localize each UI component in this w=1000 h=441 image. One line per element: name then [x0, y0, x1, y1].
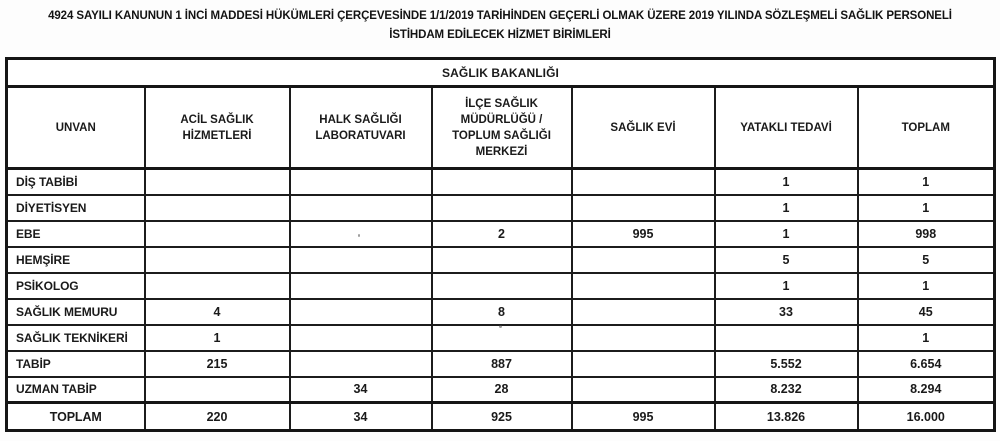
value-cell	[290, 325, 432, 351]
col-header-halk-sagligi: HALK SAĞLIĞI LABORATUVARI	[290, 87, 432, 169]
col-header-toplam: TOPLAM	[858, 87, 995, 169]
value-cell: 34	[290, 377, 432, 403]
col-header-ilce-saglik: İLÇE SAĞLIK MÜDÜRLÜĞÜ / TOPLUM SAĞLIĞI MERKEZİ	[432, 87, 572, 169]
value-cell	[432, 273, 572, 299]
scan-speck	[499, 325, 502, 328]
total-value-cell: 925	[432, 403, 572, 431]
value-cell: 1	[858, 273, 995, 299]
value-cell: 998	[858, 221, 995, 247]
value-cell	[290, 299, 432, 325]
value-cell: 1	[858, 195, 995, 221]
ministry-header-row	[7, 59, 995, 87]
value-cell	[290, 195, 432, 221]
row-label-cell: PSİKOLOG	[7, 273, 145, 299]
ministry-header-cell: SAĞLIK BAKANLIĞI	[7, 59, 995, 87]
value-cell: 2	[432, 221, 572, 247]
total-value-cell: 34	[290, 403, 432, 431]
value-cell	[432, 325, 572, 351]
value-cell	[145, 195, 290, 221]
value-cell	[145, 247, 290, 273]
scan-speck	[358, 234, 360, 237]
value-cell	[290, 351, 432, 377]
value-cell	[432, 169, 572, 195]
table-row	[7, 377, 995, 403]
value-cell	[572, 299, 715, 325]
value-cell	[432, 195, 572, 221]
value-cell: 1	[715, 169, 858, 195]
value-cell	[572, 377, 715, 403]
value-cell: 8.232	[715, 377, 858, 403]
personnel-table	[5, 57, 996, 432]
row-label-cell: UZMAN TABİP	[7, 377, 145, 403]
value-cell: 8.294	[858, 377, 995, 403]
row-label-cell: HEMŞİRE	[7, 247, 145, 273]
value-cell: 5	[858, 247, 995, 273]
value-cell	[572, 195, 715, 221]
value-cell: 215	[145, 351, 290, 377]
row-label-cell: SAĞLIK TEKNİKERİ	[7, 325, 145, 351]
value-cell	[572, 169, 715, 195]
col-header-unvan: UNVAN	[7, 87, 145, 169]
table-row	[7, 169, 995, 195]
total-value-cell: 13.826	[715, 403, 858, 431]
value-cell: 995	[572, 221, 715, 247]
table-row	[7, 351, 995, 377]
value-cell: 1	[145, 325, 290, 351]
table-row	[7, 325, 995, 351]
col-header-saglik-evi: SAĞLIK EVİ	[572, 87, 715, 169]
row-label-cell: TABİP	[7, 351, 145, 377]
page-title-line2: İSTİHDAM EDİLECEK HİZMET BİRİMLERİ	[389, 29, 611, 41]
value-cell: 5.552	[715, 351, 858, 377]
value-cell	[145, 377, 290, 403]
value-cell: 28	[432, 377, 572, 403]
value-cell	[145, 273, 290, 299]
col-header-yatakli-tedavi: YATAKLI TEDAVİ	[715, 87, 858, 169]
table-row	[7, 273, 995, 299]
value-cell	[432, 247, 572, 273]
value-cell: 1	[715, 221, 858, 247]
column-header-row	[7, 87, 995, 169]
page-title-line1: 4924 SAYILI KANUNUN 1 İNCİ MADDESİ HÜKÜMLERİ ÇERÇEVESİNDE 1/1/2019 TARİHİNDEN GEÇERLİ OLMAK ÜZERE 2019 YILINDA SÖZLEŞMELİ SAĞLIK PERSONELİ	[48, 10, 952, 22]
total-value-cell: 220	[145, 403, 290, 431]
value-cell: 887	[432, 351, 572, 377]
table-row	[7, 299, 995, 325]
value-cell: 1	[858, 169, 995, 195]
value-cell: 4	[145, 299, 290, 325]
table-row	[7, 247, 995, 273]
value-cell	[715, 325, 858, 351]
value-cell	[572, 273, 715, 299]
value-cell	[145, 169, 290, 195]
total-value-cell: 16.000	[858, 403, 995, 431]
value-cell	[290, 247, 432, 273]
page-title	[0, 7, 1000, 45]
value-cell	[572, 351, 715, 377]
value-cell	[572, 247, 715, 273]
value-cell: 1	[715, 195, 858, 221]
col-header-acil-saglik: ACİL SAĞLIK HİZMETLERİ	[145, 87, 290, 169]
value-cell: 1	[715, 273, 858, 299]
row-label-cell: DİYETİSYEN	[7, 195, 145, 221]
table-row	[7, 195, 995, 221]
total-value-cell: 995	[572, 403, 715, 431]
row-label-cell: DİŞ TABİBİ	[7, 169, 145, 195]
table-row	[7, 221, 995, 247]
row-label-cell: SAĞLIK MEMURU	[7, 299, 145, 325]
value-cell: 6.654	[858, 351, 995, 377]
value-cell: 8	[432, 299, 572, 325]
value-cell	[290, 221, 432, 247]
total-label-cell: TOPLAM	[7, 403, 145, 431]
value-cell: 5	[715, 247, 858, 273]
value-cell: 1	[858, 325, 995, 351]
total-row	[7, 403, 995, 431]
value-cell	[572, 325, 715, 351]
row-label-cell: EBE	[7, 221, 145, 247]
value-cell	[290, 273, 432, 299]
value-cell	[145, 221, 290, 247]
value-cell: 45	[858, 299, 995, 325]
value-cell	[290, 169, 432, 195]
value-cell: 33	[715, 299, 858, 325]
